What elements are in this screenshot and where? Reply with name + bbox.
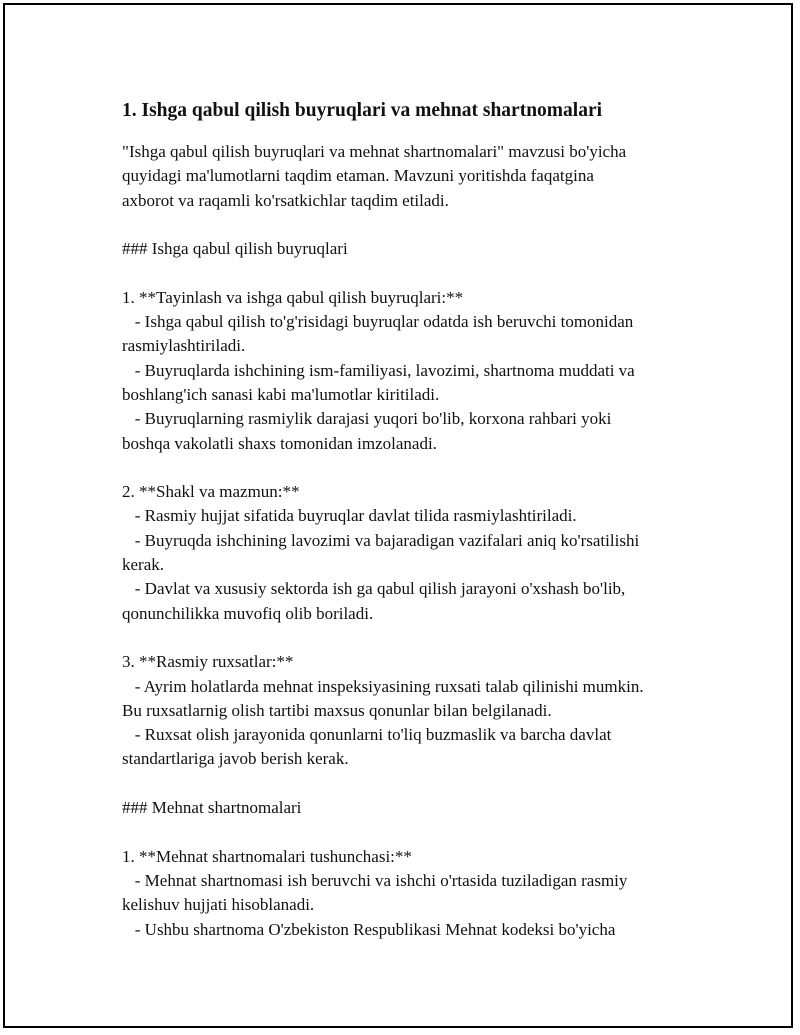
- text-line: kerak.: [122, 555, 165, 575]
- text-line: Bu ruxsatlarnig olish tartibi maxsus qonunlar bilan belgilanadi.: [122, 700, 552, 720]
- text-line: - Mehnat shartnomasi ish beruvchi va ishchi o'rtasida tuziladigan rasmiy: [122, 870, 628, 890]
- text-line: - Buyruqda ishchining lavozimi va bajaradigan vazifalari aniq ko'rsatilishi: [122, 530, 640, 550]
- blank-line: [122, 820, 712, 844]
- blank-line: [122, 261, 712, 285]
- blank-line: [122, 772, 712, 796]
- document-text: [122, 140, 712, 942]
- blank-line: [122, 456, 712, 480]
- text-line: 3. **Rasmiy ruxsatlar:**: [122, 652, 294, 672]
- blank-line: [122, 626, 712, 650]
- section-heading: ### Mehnat shartnomalari: [122, 798, 302, 818]
- text-line: kelishuv hujjati hisoblanadi.: [122, 895, 315, 915]
- text-line: - Davlat va xususiy sektorda ish ga qabul qilish jarayoni o'xshash bo'lib,: [122, 579, 626, 599]
- document-title: 1. Ishga qabul qilish buyruqlari va mehnat shartnomalari: [122, 100, 603, 121]
- document-page: [3, 3, 793, 1028]
- text-line: 1. **Mehnat shartnomalari tushunchasi:**: [122, 846, 412, 866]
- text-line: - Ushbu shartnoma O'zbekiston Respublikasi Mehnat kodeksi bo'yicha: [122, 919, 616, 939]
- text-line: rasmiylashtiriladi.: [122, 336, 246, 356]
- blank-line: [122, 213, 712, 237]
- text-line: boshqa vakolatli shaxs tomonidan imzolanadi.: [122, 433, 437, 453]
- text-line: axborot va raqamli ko'rsatkichlar taqdim etiladi.: [122, 190, 449, 210]
- text-line: - Rasmiy hujjat sifatida buyruqlar davlat tilida rasmiylashtiriladi.: [122, 506, 577, 526]
- text-line: "Ishga qabul qilish buyruqlari va mehnat shartnomalari" mavzusi bo'yicha: [122, 142, 627, 161]
- text-line: quyidagi ma'lumotlarni taqdim etaman. Mavzuni yoritishda faqatgina: [122, 166, 594, 186]
- text-line: - Ishga qabul qilish to'g'risidagi buyruqlar odatda ish beruvchi tomonidan: [122, 312, 634, 332]
- text-line: - Buyruqlarda ishchining ism-familiyasi, lavozimi, shartnoma muddati va: [122, 360, 635, 380]
- document-body: [122, 97, 712, 942]
- text-line: qonunchilikka muvofiq olib boriladi.: [122, 603, 374, 623]
- text-line: - Ruxsat olish jarayonida qonunlarni to'liq buzmaslik va barcha davlat: [122, 725, 612, 745]
- text-line: boshlang'ich sanasi kabi ma'lumotlar kiritiladi.: [122, 384, 440, 404]
- text-line: - Ayrim holatlarda mehnat inspeksiyasining ruxsati talab qilinishi mumkin.: [122, 676, 644, 696]
- section-heading: ### Ishga qabul qilish buyruqlari: [122, 239, 348, 259]
- text-line: 1. **Tayinlash va ishga qabul qilish buyruqlari:**: [122, 287, 464, 307]
- text-line: standartlariga javob berish kerak.: [122, 749, 349, 769]
- text-line: 2. **Shakl va mazmun:**: [122, 482, 300, 502]
- text-line: - Buyruqlarning rasmiylik darajasi yuqori bo'lib, korxona rahbari yoki: [122, 409, 612, 429]
